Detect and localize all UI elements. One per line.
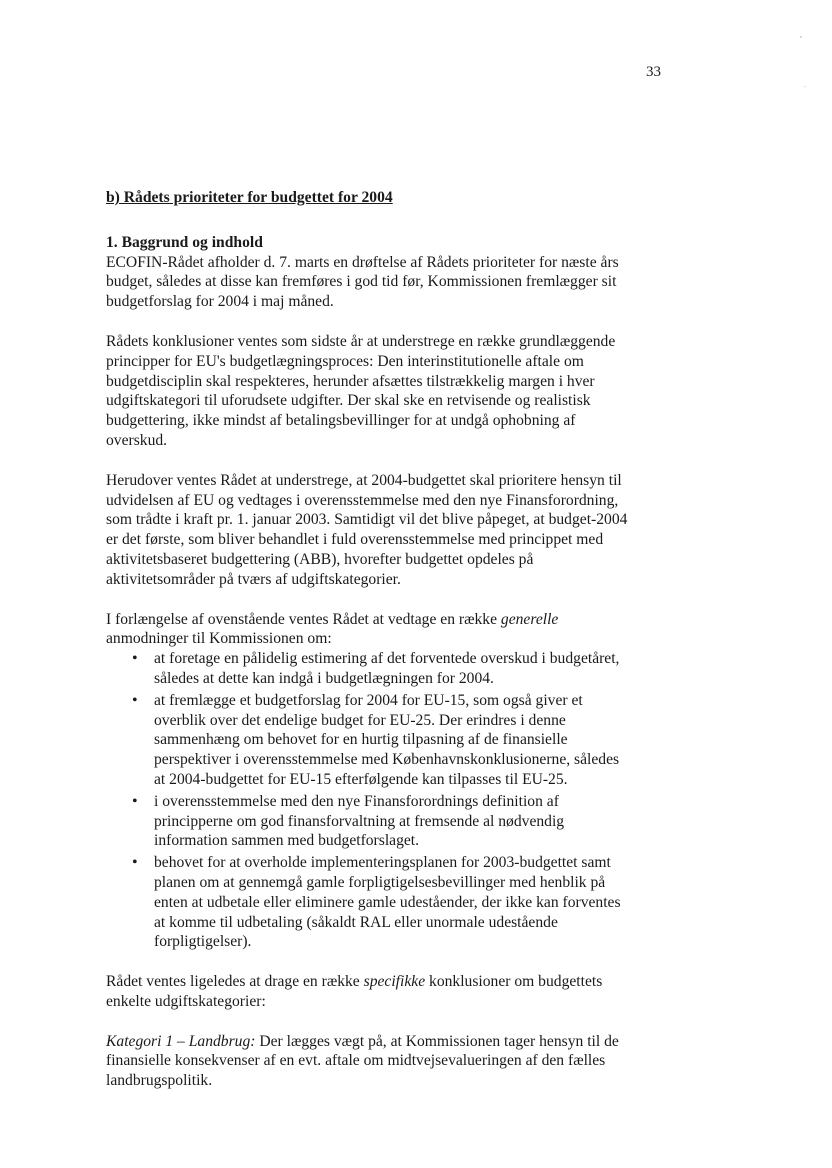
paragraph-2: Rådets konklusioner ventes som sidste år at understrege en række grundlæggende principper for EU's budgetlægningsproces: Den interinstitutionelle aftale om budgetdisciplin skal respekteres, herunder afsættes tilstrækkelig margen i hver udgiftskategori til uforudsete udgifter. Der skal ske en retvisende og realistisk budgettering, ikke mindst af betalingsbevillinger for at undgå ophobning af overskud. [106, 332, 616, 449]
paragraph-6 [106, 1032, 632, 1091]
emphasis-generelle: generelle [500, 610, 559, 628]
list-item: • at fremlægge et budgetforslag for 2004 for EU-15, som også giver et overblik over det endelige budget for EU-25. Der erindres i denne sammenhæng om behovet for en hurtig tilpasning af de finansielle perspektiver i overensstemmelse med Københavnskonklusionerne, således at 2004-budgettet for EU-15 efterfølgende kan tilpasses til EU-25. [154, 691, 632, 790]
scan-speck [800, 36, 802, 38]
page-number: 33 [646, 64, 661, 80]
paragraph-4-text-end: anmodninger til Kommissionen om: [106, 630, 332, 648]
section-heading: b) Rådets prioriteter for budgettet for 2004 [106, 189, 393, 206]
list-item: • at foretage en pålidelig estimering af det forventede overskud i budgetåret, således at dette kan indgå i budgetlægningen for 2004. [154, 649, 632, 689]
paragraph-6-text: Der lægges vægt på, at Kommissionen tager hensyn til de finansielle konsekvenser af en evt. aftale om midtvejsevalueringen af den fælles landbrugspolitik. [106, 1032, 619, 1090]
category-label: Kategori 1 – Landbrug: [106, 1032, 256, 1050]
list-item: • behovet for at overholde implementeringsplanen for 2003-budgettet samt planen om at gennemgå gamle forpligtigelsesbevillinger med henblik på enten at udbetale eller eliminere gamle udeståender, der ikke kan forventes at komme til udbetaling (såkaldt RAL eller unormale udestående forpligtigelser). [154, 853, 632, 952]
paragraph-1: ECOFIN-Rådet afholder d. 7. marts en drøftelse af Rådets prioriteter for næste års budget, således at disse kan fremføres i god tid før, Kommissionen fremlægger sit budgetforslag for 2004 i maj måned. [106, 253, 619, 311]
paragraph-4-text: I forlængelse af ovenstående ventes Rådet at vedtage en række [106, 610, 501, 628]
paragraph-3: Herudover ventes Rådet at understrege, at 2004-budgettet skal prioritere hensyn til udvidelsen af EU og vedtages i overensstemmelse med den nye Finansforordning, som trådte i kraft pr. 1. januar 2003. Samtidigt vil det blive påpeget, at budget-2004 er det første, som bliver behandlet i fuld overensstemmelse med princippet med aktivitetsbaseret budgettering (ABB), hvorefter budgettet opdeles på aktivitetsområder på tværs af udgiftskategorier. [106, 471, 628, 588]
subsection-heading: 1. Baggrund og indhold [106, 233, 263, 251]
paragraph-5 [106, 972, 632, 1012]
emphasis-specifikke: specifikke [363, 973, 426, 991]
paragraph-4 [106, 610, 632, 650]
request-list [106, 649, 632, 952]
list-item: • i overensstemmelse med den nye Finansforordnings definition af principperne om god finansforvaltning at fremsende al nødvendig information sammen med budgetforslaget. [154, 792, 632, 851]
scan-speck [804, 86, 806, 87]
document-body [106, 188, 632, 1111]
paragraph-5-text-end: konklusioner om budgettets enkelte udgiftskategorier: [106, 973, 603, 1010]
paragraph-5-text: Rådet ventes ligeledes at drage en række [106, 973, 364, 991]
